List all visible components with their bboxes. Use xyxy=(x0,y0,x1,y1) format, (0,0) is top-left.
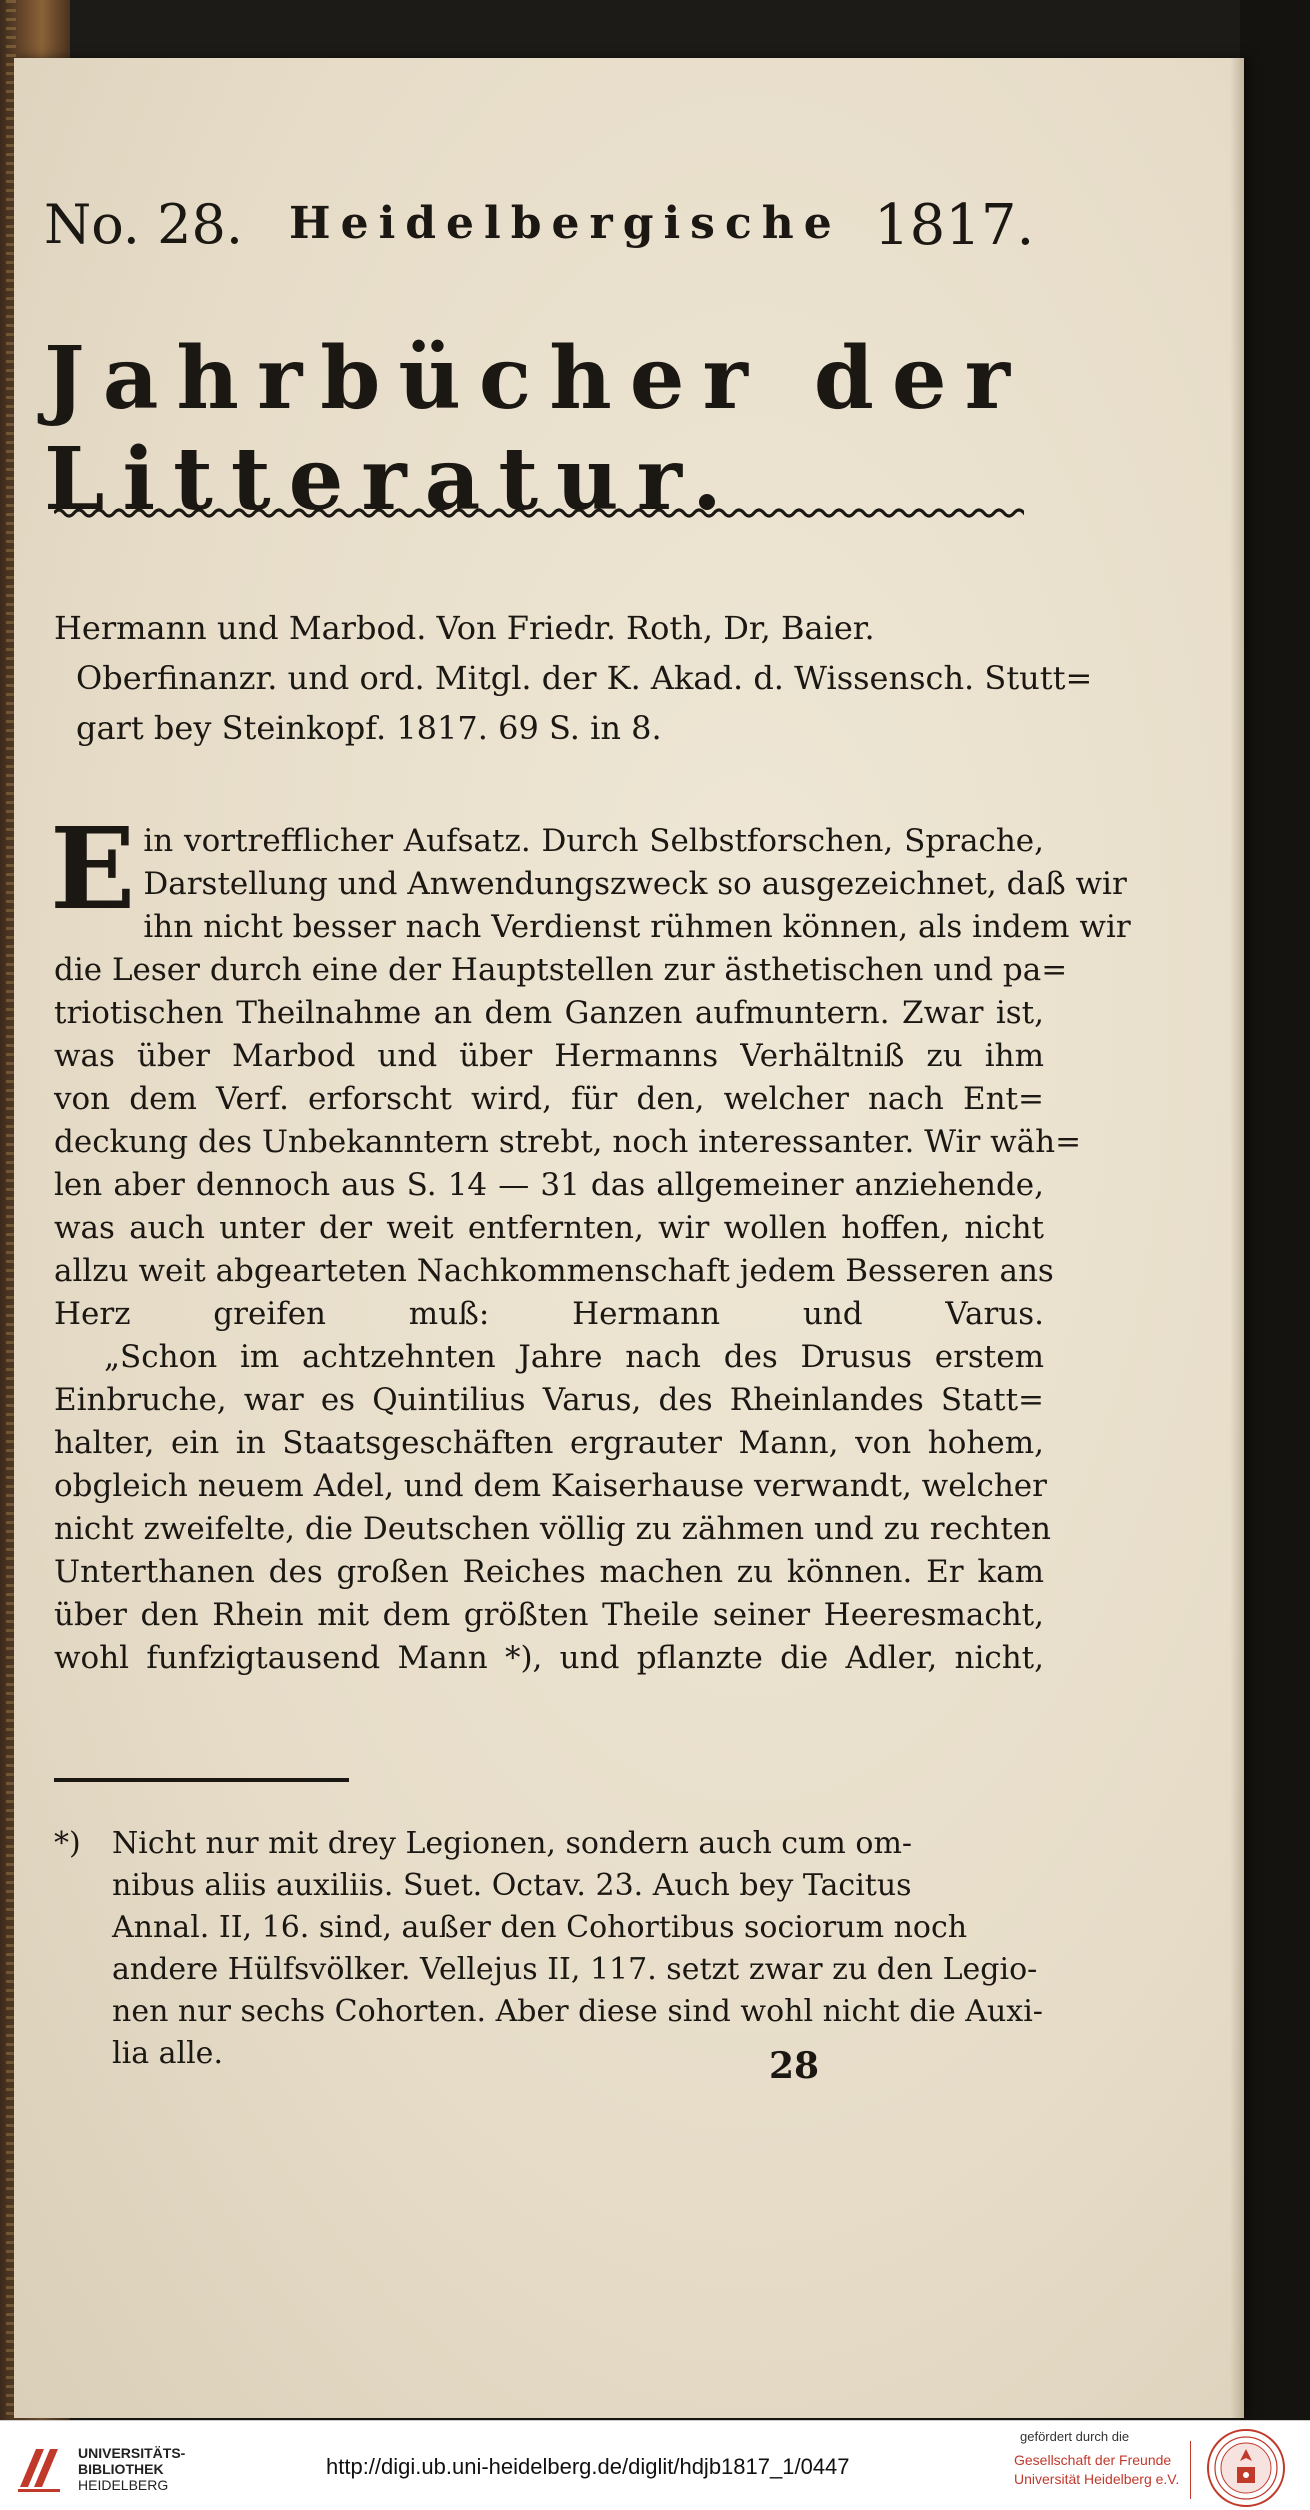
library-name-line: UNIVERSITÄTS- xyxy=(78,2445,186,2461)
body-line: nicht zweifelte, die Deutschen völlig zu zähmen und zu rechten xyxy=(54,1511,1052,1547)
body-line: über den Rhein mit dem größten Theile seiner Heeresmacht, xyxy=(54,1597,1044,1633)
book-page xyxy=(14,58,1244,2418)
body-line: in vortrefflicher Aufsatz. Durch Selbstforschen, Sprache, xyxy=(143,823,1044,859)
footnote-line: nibus aliis auxiliis. Suet. Octav. 23. Auch bey Tacitus xyxy=(112,1868,912,1903)
library-name-line: HEIDELBERG xyxy=(78,2477,169,2493)
library-name xyxy=(78,2445,185,2493)
citation-line: Hermann und Marbod. Von Friedr. Roth, Dr, Baier. xyxy=(54,609,875,647)
body-line: Einbruche, war es Quintilius Varus, des Rheinlandes Statt= xyxy=(54,1382,1044,1418)
sheet-signature: 28 xyxy=(769,2045,820,2087)
body-line: ihn nicht besser nach Verdienst rühmen können, als indem wir xyxy=(143,909,1131,945)
footnote-mark: *) xyxy=(54,1826,81,1861)
footer-divider xyxy=(1190,2441,1191,2499)
body-line: „Schon im achtzehnten Jahre nach des Drusus erstem xyxy=(104,1339,1044,1375)
journal-title: Jahrbücher der Litteratur. xyxy=(44,328,1028,530)
sponsor-name-line1[interactable]: Gesellschaft der Freunde xyxy=(1014,2452,1172,2468)
body-line: wohl funfzigtausend Mann *), und pflanzte die Adler, nicht, xyxy=(54,1640,1044,1676)
footnote-separator xyxy=(54,1778,349,1782)
issue-year: 1817. xyxy=(874,193,1035,258)
body-line: was auch unter der weit entfernten, wir wollen hoffen, nicht xyxy=(54,1210,1044,1246)
decorative-wavy-rule xyxy=(54,506,1024,520)
issue-number: No. 28. xyxy=(44,193,244,256)
scan-backdrop xyxy=(1240,0,1310,2420)
body-line: obgleich neuem Adel, und dem Kaiserhause verwandt, welcher xyxy=(54,1468,1047,1504)
footnote xyxy=(54,1823,1044,2075)
footnote-line: Annal. II, 16. sind, außer den Cohortibus sociorum noch xyxy=(112,1910,968,1945)
permalink-url[interactable]: http://digi.ub.uni-heidelberg.de/diglit/hdjb1817_1/0447 xyxy=(326,2454,850,2479)
library-name-line: BIBLIOTHEK xyxy=(78,2461,164,2477)
sponsor-name-line2[interactable]: Universität Heidelberg e.V. xyxy=(1014,2471,1180,2487)
drop-cap: E xyxy=(50,804,136,935)
body-line: von dem Verf. erforscht wird, für den, welcher nach Ent= xyxy=(54,1081,1044,1117)
university-seal-icon[interactable] xyxy=(1205,2427,1287,2509)
body-line: allzu weit abgearteten Nachkommenschaft jedem Besseren ans xyxy=(54,1253,1054,1289)
citation-line: gart bey Steinkopf. 1817. 69 S. in 8. xyxy=(76,709,662,747)
body-line: triotischen Theilnahme an dem Ganzen aufmuntern. Zwar ist, xyxy=(54,995,1044,1031)
body-line: len aber dennoch aus S. 14 — 31 das allgemeiner anziehende, xyxy=(54,1167,1044,1203)
body-line: was über Marbod und über Hermanns Verhältniß zu ihm xyxy=(54,1038,1044,1074)
sponsor-label: gefördert durch die xyxy=(1020,2429,1130,2444)
footnote-line: Nicht nur mit drey Legionen, sondern auch cum om- xyxy=(112,1826,913,1861)
body-line: deckung des Unbekanntern strebt, noch interessanter. Wir wäh= xyxy=(54,1124,1082,1160)
footnote-line: andere Hülfsvölker. Vellejus II, 117. setzt zwar zu den Legio- xyxy=(112,1952,1038,1987)
body-line: die Leser durch eine der Hauptstellen zur ästhetischen und pa= xyxy=(54,952,1068,988)
journal-name: Heidelbergische xyxy=(289,198,842,249)
footnote-line: lia alle. xyxy=(112,2036,223,2071)
review-citation xyxy=(54,603,1093,753)
body-line: Unterthanen des großen Reiches machen zu können. Er kam xyxy=(54,1554,1044,1590)
body-line: Herz greifen muß: Hermann und Varus. xyxy=(54,1296,1044,1332)
digitization-footer xyxy=(0,2420,1310,2510)
review-body xyxy=(50,804,1131,1680)
body-line: Darstellung und Anwendungszweck so ausgezeichnet, daß wir xyxy=(143,866,1127,902)
ub-heidelberg-logo-icon[interactable] xyxy=(14,2441,68,2495)
citation-line: Oberfinanzr. und ord. Mitgl. der K. Akad. d. Wissensch. Stutt= xyxy=(76,659,1093,697)
footnote-line: nen nur sechs Cohorten. Aber diese sind wohl nicht die Auxi- xyxy=(112,1994,1043,2029)
body-line: halter, ein in Staatsgeschäften ergrauter Mann, von hohem, xyxy=(54,1425,1044,1461)
